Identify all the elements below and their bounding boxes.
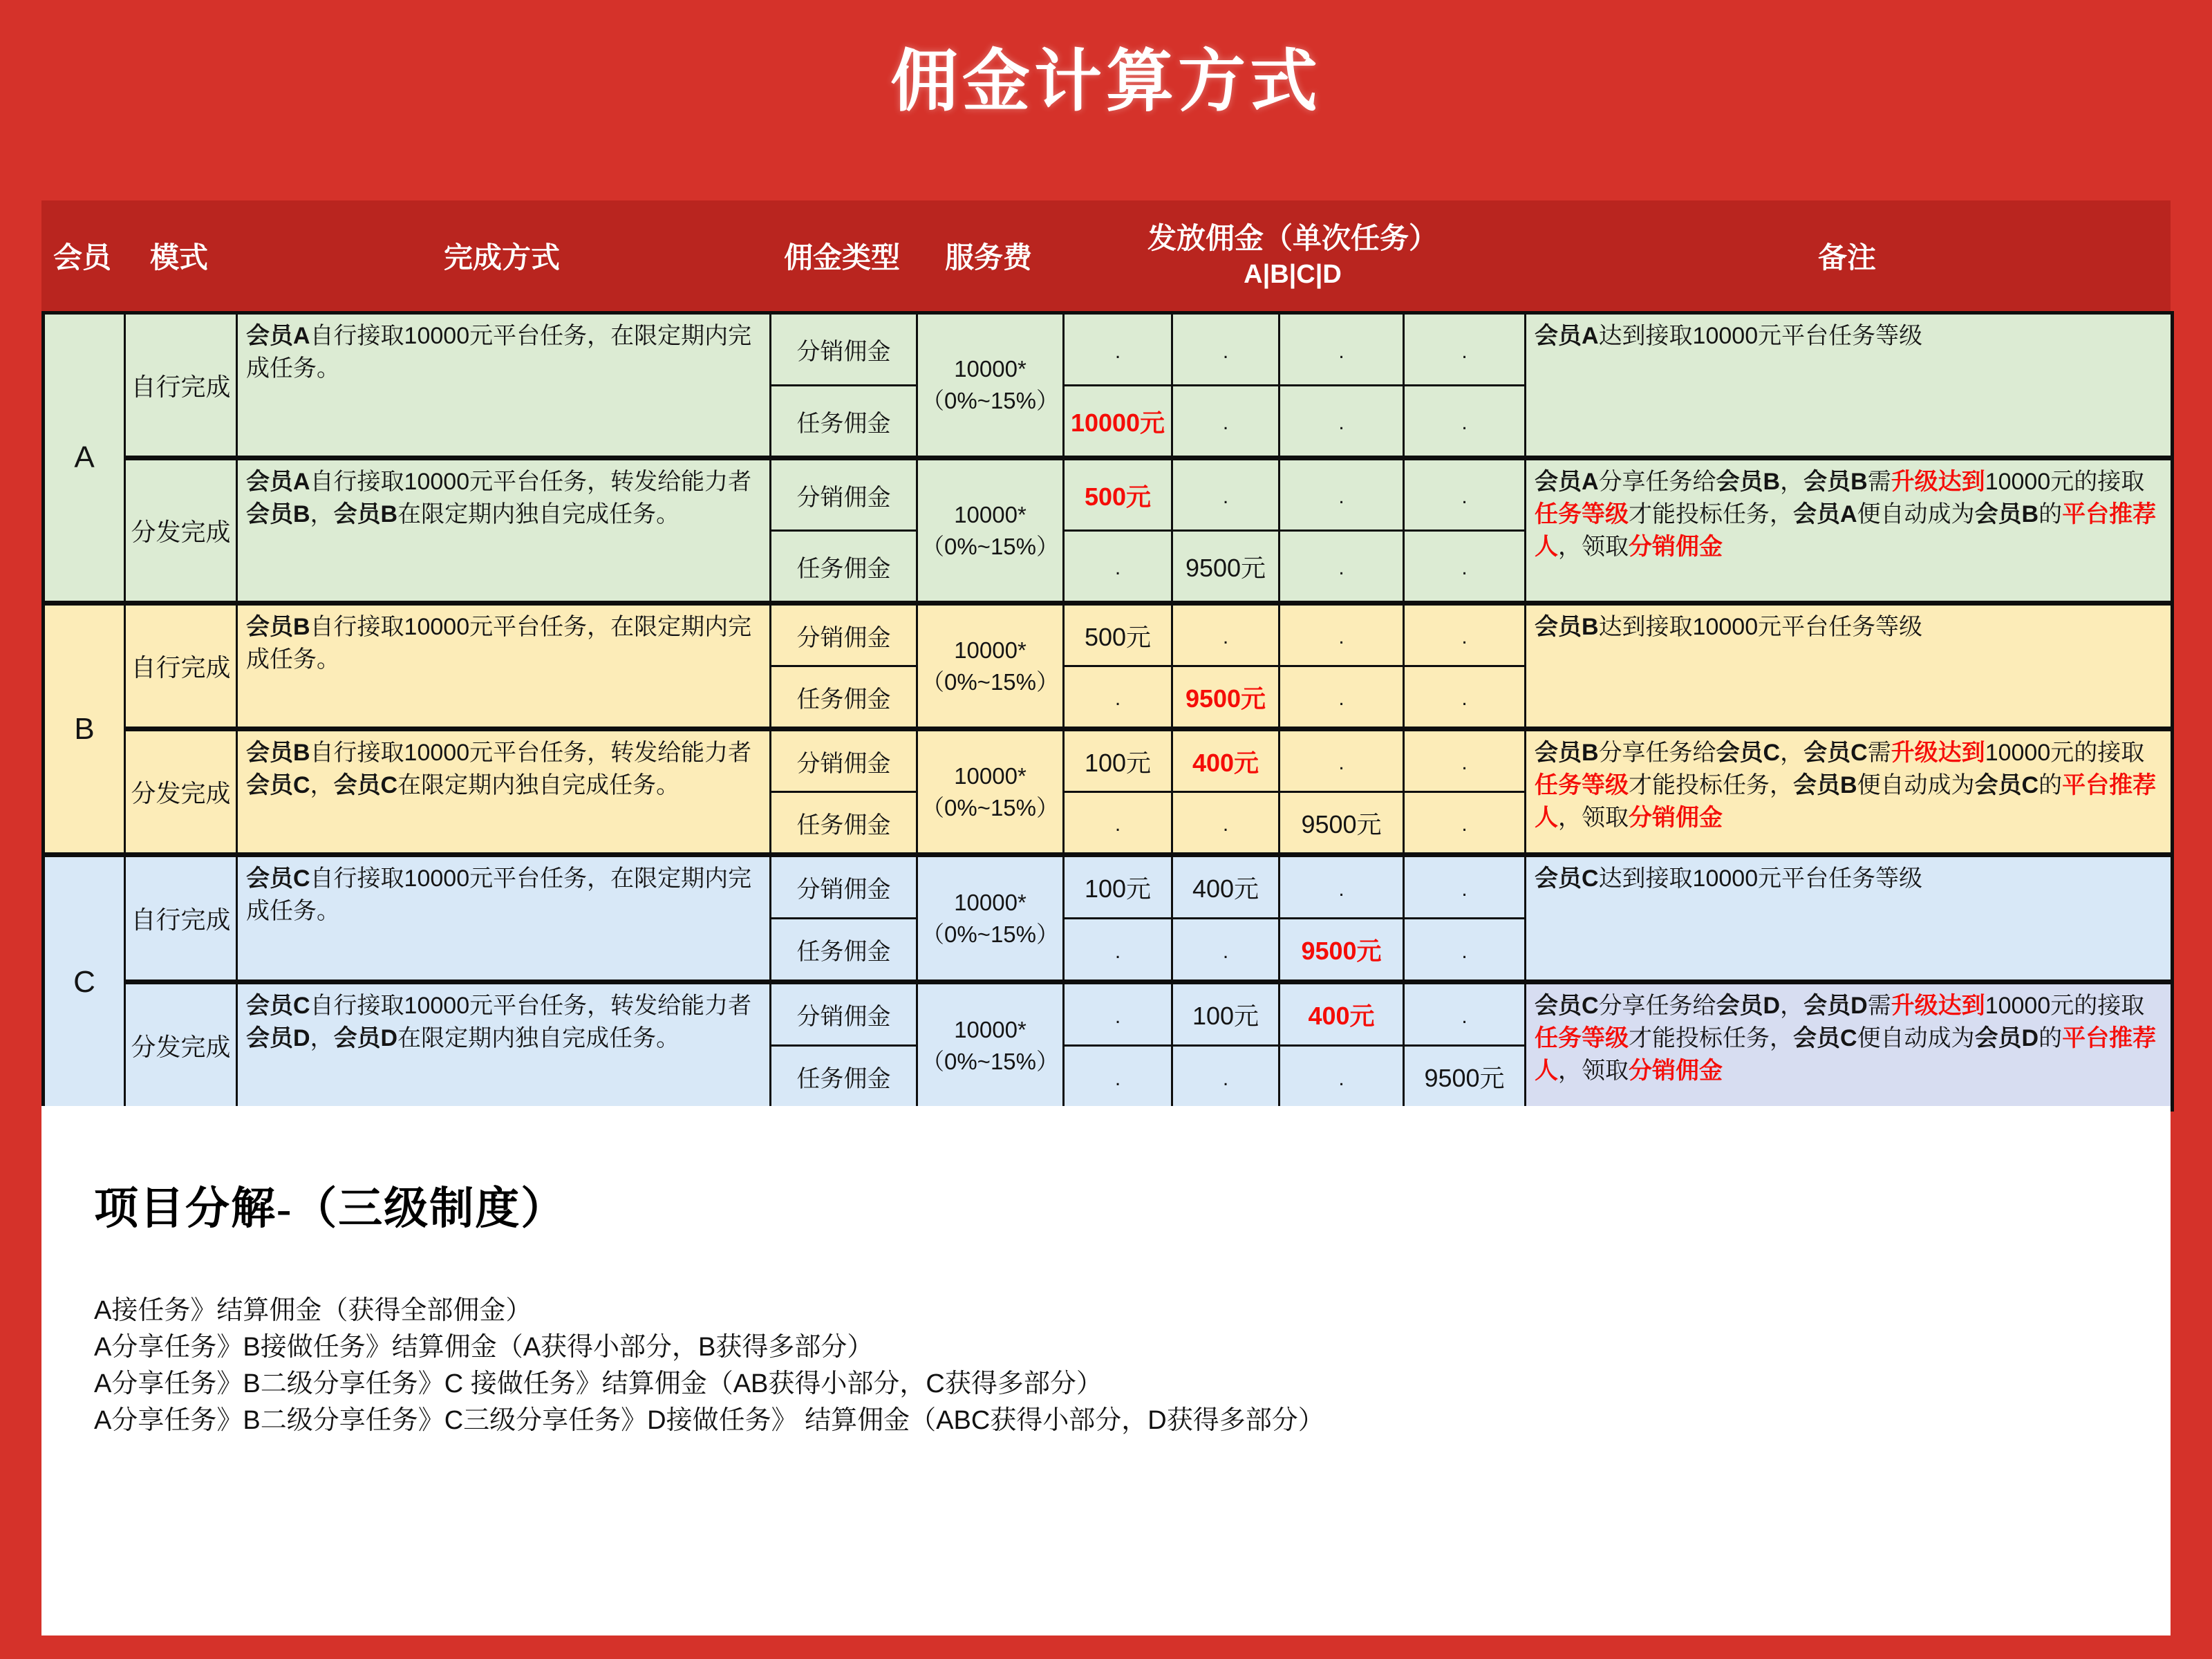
empty-dot: .	[1461, 485, 1468, 508]
remark-cell	[1526, 458, 2173, 603]
text-segment: 会员A	[1535, 323, 1599, 349]
footer-breakdown-line: A分享任务》B二级分享任务》C三级分享任务》D接做任务》 结算佣金（ABC获得小部分，D获得多部分）	[94, 1405, 1324, 1435]
value-cell-a	[1064, 919, 1172, 982]
value-cell-a	[1064, 792, 1172, 855]
text-segment: 会员B	[1974, 501, 2039, 527]
service-fee-cell	[917, 855, 1064, 982]
text-segment: 会员A	[246, 323, 310, 349]
commission-table	[41, 311, 2174, 1112]
text-segment: 才能投标任务，	[1629, 1025, 1793, 1051]
text-segment: 10000元的接取	[1985, 740, 2145, 766]
commission-type-cell: 分销佣金	[771, 313, 917, 386]
empty-dot: .	[1461, 339, 1468, 363]
service-fee-line: 10000*	[954, 501, 1027, 527]
member-cell: C	[44, 855, 125, 1109]
service-fee-line: （0%~15%）	[921, 1048, 1059, 1074]
empty-dot: .	[1222, 339, 1229, 363]
text-segment: 会员C	[1974, 772, 2039, 798]
amount-value: 100元	[1192, 1002, 1259, 1030]
commission-type-cell: 任务佣金	[771, 919, 917, 982]
empty-dot: .	[1461, 411, 1468, 434]
text-segment: 在限定期内独自完成任务。	[397, 772, 680, 798]
empty-dot: .	[1222, 411, 1229, 434]
mode-cell: 分发完成	[125, 982, 237, 1109]
mode-cell: 自行完成	[125, 855, 237, 982]
col-header-service-fee: 服务费	[944, 241, 1032, 274]
text-segment: 才能投标任务，	[1629, 501, 1793, 527]
text-segment: 会员B	[333, 501, 398, 527]
text-segment: 分享任务给	[1598, 469, 1716, 495]
table-row	[44, 855, 2173, 919]
text-segment: 自行接取10000元平台任务，在限定期内完成任务。	[246, 614, 752, 673]
text-segment: 会员C	[333, 772, 398, 798]
amount-value: 400元	[1192, 748, 1259, 777]
footer-breakdown-line: A分享任务》B二级分享任务》C 接做任务》结算佣金（AB获得小部分，C获得多部分）	[94, 1369, 1103, 1398]
value-cell-c	[1280, 1046, 1404, 1109]
col-header-mode: 模式	[149, 241, 208, 274]
empty-dot: .	[1114, 556, 1121, 579]
method-description-cell	[237, 729, 771, 855]
text-segment: 自行接取10000元平台任务，在限定期内完成任务。	[246, 323, 752, 382]
value-cell-d	[1404, 458, 1526, 531]
text-segment: 会员B	[1716, 469, 1781, 495]
empty-dot: .	[1338, 485, 1344, 508]
empty-dot: .	[1114, 339, 1121, 363]
commission-type-cell: 分销佣金	[771, 603, 917, 666]
service-fee-line: （0%~15%）	[921, 921, 1059, 947]
text-segment: 会员C	[1803, 740, 1868, 766]
empty-dot: .	[1338, 751, 1344, 774]
empty-dot: .	[1461, 687, 1468, 710]
text-segment: 会员C	[246, 993, 310, 1019]
empty-dot: .	[1222, 626, 1229, 648]
amount-value: 9500元	[1301, 809, 1382, 838]
value-cell-a	[1064, 313, 1172, 386]
value-cell-d	[1404, 729, 1526, 792]
value-cell-a	[1064, 603, 1172, 666]
service-fee-line: （0%~15%）	[921, 533, 1059, 559]
value-cell-a	[1064, 855, 1172, 919]
commission-type-cell: 分销佣金	[771, 855, 917, 919]
text-segment: 升级达到	[1891, 993, 1985, 1019]
text-segment: 的	[2038, 772, 2063, 798]
text-segment: 达到接取10000元平台任务等级	[1598, 614, 1923, 640]
text-segment: 会员D	[246, 1025, 310, 1051]
text-segment: 会员B	[246, 614, 310, 640]
member-cell: B	[44, 603, 125, 855]
commission-type-cell: 分销佣金	[771, 982, 917, 1046]
empty-dot: .	[1222, 939, 1229, 963]
empty-dot: .	[1338, 1067, 1344, 1090]
service-fee-cell	[917, 982, 1064, 1109]
value-cell-b	[1172, 603, 1280, 666]
mode-cell: 自行完成	[125, 603, 237, 729]
text-segment: 分销佣金	[1629, 805, 1723, 831]
empty-dot: .	[1338, 411, 1344, 434]
footer-panel	[41, 1106, 2171, 1635]
footer-breakdown-line: A接任务》结算佣金（获得全部佣金）	[94, 1295, 532, 1325]
value-cell-b	[1172, 982, 1280, 1046]
text-segment: 才能投标任务，	[1629, 772, 1793, 798]
amount-value: 500元	[1084, 482, 1152, 511]
text-segment: 自行接取10000元平台任务，转发给能力者	[310, 993, 752, 1019]
text-segment: 会员C	[1535, 993, 1599, 1019]
text-segment: 会员B	[1535, 614, 1599, 640]
empty-dot: .	[1338, 877, 1344, 901]
amount-value: 400元	[1308, 1002, 1375, 1030]
member-cell: A	[44, 313, 125, 603]
value-cell-d	[1404, 531, 1526, 603]
text-segment: 的	[2038, 1025, 2063, 1051]
value-cell-d	[1404, 603, 1526, 666]
remark-cell	[1526, 982, 2173, 1109]
text-segment: 会员C	[246, 772, 310, 798]
value-cell-c	[1280, 531, 1404, 603]
empty-dot: .	[1114, 1067, 1121, 1090]
text-segment: 任务等级	[1535, 501, 1629, 527]
footer-heading: 项目分解-（三级制度）	[94, 1184, 567, 1233]
value-cell-d	[1404, 666, 1526, 729]
text-segment: 需	[1867, 740, 1891, 766]
table-row	[44, 982, 2173, 1046]
value-cell-c	[1280, 919, 1404, 982]
value-cell-c	[1280, 982, 1404, 1046]
value-cell-a	[1064, 1046, 1172, 1109]
value-cell-a	[1064, 458, 1172, 531]
service-fee-line: 10000*	[954, 762, 1027, 789]
commission-type-cell: 任务佣金	[771, 531, 917, 603]
service-fee-line: 10000*	[954, 889, 1027, 915]
remark-cell	[1526, 729, 2173, 855]
text-segment: 分销佣金	[1629, 1058, 1723, 1084]
text-segment: 会员B	[246, 501, 310, 527]
remark-cell	[1526, 603, 2173, 729]
value-cell-c	[1280, 386, 1404, 458]
value-cell-c	[1280, 729, 1404, 792]
value-cell-a	[1064, 531, 1172, 603]
value-cell-d	[1404, 919, 1526, 982]
method-description-cell	[237, 982, 771, 1109]
value-cell-a	[1064, 386, 1172, 458]
text-segment: 在限定期内独自完成任务。	[397, 501, 680, 527]
text-segment: 在限定期内独自完成任务。	[397, 1025, 680, 1051]
value-cell-a	[1064, 982, 1172, 1046]
text-segment: 平台推荐人	[1535, 501, 2157, 560]
text-segment: 会员C	[1716, 740, 1781, 766]
value-cell-c	[1280, 603, 1404, 666]
value-cell-b	[1172, 313, 1280, 386]
table-row	[44, 313, 2173, 386]
method-description-cell	[237, 603, 771, 729]
remark-cell	[1526, 313, 2173, 458]
value-cell-b	[1172, 855, 1280, 919]
service-fee-cell	[917, 603, 1064, 729]
text-segment: 会员A	[246, 469, 310, 495]
value-cell-b	[1172, 729, 1280, 792]
text-segment: ，领取	[1558, 1058, 1629, 1084]
text-segment: 自行接取10000元平台任务，转发给能力者	[310, 469, 752, 495]
value-cell-b	[1172, 531, 1280, 603]
empty-dot: .	[1222, 1067, 1229, 1090]
text-segment: 升级达到	[1891, 740, 1985, 766]
text-segment: 会员B	[246, 740, 310, 766]
empty-dot: .	[1114, 1004, 1121, 1028]
empty-dot: .	[1461, 877, 1468, 901]
text-segment: 会员A	[1535, 469, 1599, 495]
value-cell-b	[1172, 1046, 1280, 1109]
table-row	[44, 458, 2173, 531]
text-segment: 会员A	[1793, 501, 1857, 527]
value-cell-d	[1404, 855, 1526, 919]
mode-cell: 分发完成	[125, 458, 237, 603]
value-cell-c	[1280, 458, 1404, 531]
commission-type-cell: 任务佣金	[771, 1046, 917, 1109]
empty-dot: .	[1222, 813, 1229, 836]
value-cell-a	[1064, 666, 1172, 729]
text-segment: 达到接取10000元平台任务等级	[1598, 323, 1923, 349]
value-cell-a	[1064, 729, 1172, 792]
amount-value: 9500元	[1424, 1064, 1505, 1092]
text-segment: 会员C	[1793, 1025, 1857, 1051]
empty-dot: .	[1461, 939, 1468, 963]
text-segment: 分享任务给	[1598, 993, 1716, 1019]
value-cell-c	[1280, 313, 1404, 386]
text-segment: 自行接取10000元平台任务，转发给能力者	[310, 740, 752, 766]
method-description-cell	[237, 313, 771, 458]
empty-dot: .	[1114, 813, 1121, 836]
value-cell-d	[1404, 1046, 1526, 1109]
service-fee-line: 10000*	[954, 1016, 1027, 1042]
col-header-remark: 备注	[1817, 241, 1876, 274]
method-description-cell	[237, 458, 771, 603]
text-segment: 便自动成为	[1857, 772, 1975, 798]
value-cell-b	[1172, 458, 1280, 531]
empty-dot: .	[1461, 556, 1468, 579]
text-segment: 需	[1867, 993, 1891, 1019]
value-cell-b	[1172, 919, 1280, 982]
value-cell-d	[1404, 313, 1526, 386]
table-row	[44, 603, 2173, 666]
text-segment: 会员B	[1793, 772, 1857, 798]
text-segment: 的	[2038, 501, 2063, 527]
mode-cell: 分发完成	[125, 729, 237, 855]
service-fee-cell	[917, 458, 1064, 603]
text-segment: 会员D	[1974, 1025, 2039, 1051]
empty-dot: .	[1114, 687, 1121, 710]
empty-dot: .	[1338, 626, 1344, 648]
empty-dot: .	[1338, 687, 1344, 710]
value-cell-d	[1404, 792, 1526, 855]
commission-type-cell: 任务佣金	[771, 792, 917, 855]
text-segment: 需	[1867, 469, 1891, 495]
col-header-payout-title: 发放佣金（单次任务）	[1147, 222, 1438, 254]
text-segment: ，	[1780, 993, 1804, 1019]
text-segment: 10000元的接取	[1985, 469, 2145, 495]
value-cell-d	[1404, 982, 1526, 1046]
text-segment: 会员C	[1535, 865, 1599, 892]
value-cell-c	[1280, 666, 1404, 729]
text-segment: 分享任务给	[1598, 740, 1716, 766]
amount-value: 100元	[1084, 748, 1152, 777]
col-header-member: 会员	[53, 241, 111, 274]
empty-dot: .	[1338, 556, 1344, 579]
text-segment: 会员B	[1803, 469, 1868, 495]
text-segment: 任务等级	[1535, 1025, 1629, 1051]
value-cell-b	[1172, 386, 1280, 458]
text-segment: ，领取	[1558, 534, 1629, 560]
remark-cell	[1526, 855, 2173, 982]
table-row	[44, 729, 2173, 792]
col-header-method: 完成方式	[443, 241, 560, 274]
value-cell-c	[1280, 855, 1404, 919]
text-segment: 任务等级	[1535, 772, 1629, 798]
text-segment: 便自动成为	[1857, 1025, 1975, 1051]
text-segment: ，	[310, 772, 334, 798]
page-title: 佣金计算方式	[890, 45, 1322, 120]
value-cell-b	[1172, 792, 1280, 855]
service-fee-line: 10000*	[954, 356, 1027, 382]
text-segment: ，	[1780, 469, 1804, 495]
text-segment: 会员D	[1803, 993, 1868, 1019]
table-header-band	[41, 200, 2171, 311]
text-segment: 平台推荐人	[1535, 772, 2157, 831]
text-segment: 会员D	[333, 1025, 398, 1051]
text-segment: 会员D	[1716, 993, 1781, 1019]
service-fee-line: （0%~15%）	[921, 388, 1059, 413]
mode-cell: 自行完成	[125, 313, 237, 458]
text-segment: 达到接取10000元平台任务等级	[1598, 865, 1923, 892]
empty-dot: .	[1222, 485, 1229, 508]
commission-type-cell: 任务佣金	[771, 666, 917, 729]
text-segment: 10000元的接取	[1985, 993, 2145, 1019]
text-segment: 会员B	[1535, 740, 1599, 766]
method-description-cell	[237, 855, 771, 982]
amount-value: 400元	[1192, 874, 1259, 903]
empty-dot: .	[1461, 1004, 1468, 1028]
text-segment: 便自动成为	[1857, 501, 1975, 527]
empty-dot: .	[1338, 339, 1344, 363]
amount-value: 100元	[1084, 874, 1152, 903]
commission-type-cell: 任务佣金	[771, 386, 917, 458]
text-segment: ，	[310, 1025, 334, 1051]
value-cell-b	[1172, 666, 1280, 729]
empty-dot: .	[1114, 939, 1121, 963]
empty-dot: .	[1461, 813, 1468, 836]
text-segment: 自行接取10000元平台任务，在限定期内完成任务。	[246, 865, 752, 924]
amount-value: 10000元	[1070, 408, 1165, 437]
service-fee-line: 10000*	[954, 637, 1027, 663]
text-segment: 平台推荐人	[1535, 1025, 2157, 1084]
text-segment: 会员C	[246, 865, 310, 892]
footer-breakdown-line: A分享任务》B接做任务》结算佣金（A获得小部分，B获得多部分）	[94, 1332, 874, 1362]
commission-type-cell: 分销佣金	[771, 729, 917, 792]
service-fee-cell	[917, 313, 1064, 458]
col-header-commission-type: 佣金类型	[783, 241, 900, 274]
text-segment: ，领取	[1558, 805, 1629, 831]
col-header-payout	[1062, 200, 1524, 311]
text-segment: 分销佣金	[1629, 534, 1723, 560]
amount-value: 9500元	[1185, 553, 1266, 582]
service-fee-line: （0%~15%）	[921, 668, 1059, 695]
value-cell-d	[1404, 386, 1526, 458]
amount-value: 500元	[1084, 622, 1152, 651]
service-fee-line: （0%~15%）	[921, 794, 1059, 821]
service-fee-cell	[917, 729, 1064, 855]
footer-breakdown-list	[94, 1293, 2171, 1439]
text-segment: ，	[310, 501, 334, 527]
value-cell-c	[1280, 792, 1404, 855]
text-segment: 升级达到	[1891, 469, 1985, 495]
text-segment: ，	[1780, 740, 1804, 766]
amount-value: 9500元	[1185, 684, 1266, 713]
empty-dot: .	[1461, 626, 1468, 648]
col-header-payout-subcolumns: A|B|C|D	[1244, 259, 1342, 289]
amount-value: 9500元	[1301, 937, 1382, 965]
empty-dot: .	[1461, 751, 1468, 774]
commission-type-cell: 分销佣金	[771, 458, 917, 531]
